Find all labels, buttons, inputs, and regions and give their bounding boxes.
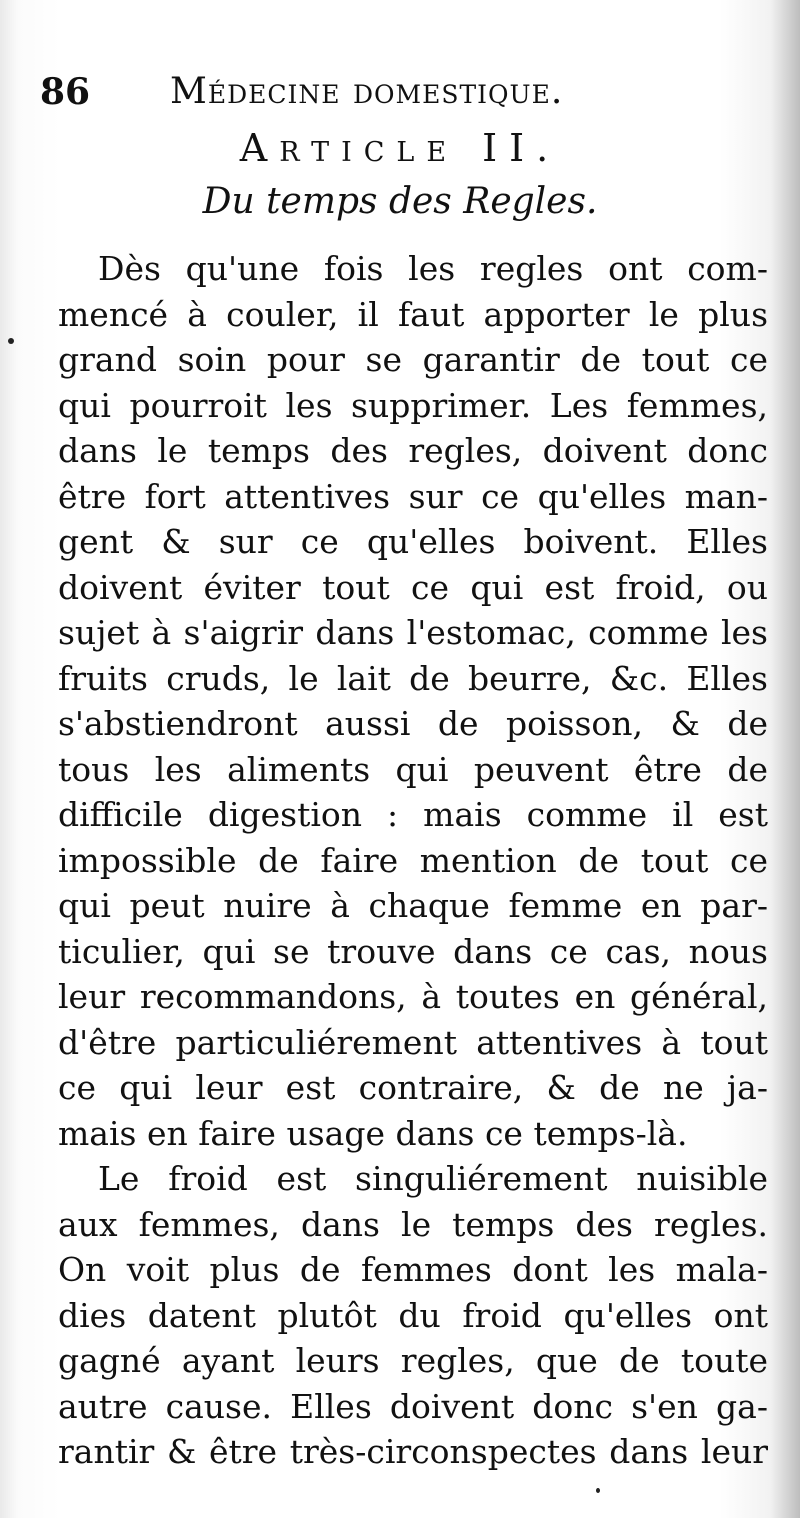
body-text [58, 246, 768, 1475]
article-heading: Article II. [239, 126, 561, 170]
text-line: Dès qu'une fois les regles ont com- [98, 249, 768, 288]
text-line: mencé à couler, il faut apporter le plus [58, 294, 768, 334]
ink-speck [596, 1488, 600, 1493]
text-line: qui pourroit les supprimer. Les femmes, [58, 385, 768, 425]
running-title: Médecine domestique. [170, 71, 564, 112]
text-line: Le froid est singuliérement nuisible [98, 1159, 768, 1198]
text-line: grand soin pour se garantir de tout ce [58, 340, 768, 379]
text-line: tous les aliments qui peuvent être de [58, 749, 768, 789]
text-line: mais en faire usage dans ce temps-là. [58, 1113, 688, 1153]
ink-speck [8, 338, 14, 344]
text-line: ticulier, qui se trouve dans ce cas, nous [58, 931, 768, 971]
text-line: rantir & être très-circonspectes dans leur [58, 1432, 768, 1471]
text-line: qui peut nuire à chaque femme en par- [58, 886, 768, 925]
text-line: On voit plus de femmes dont les mala- [58, 1250, 768, 1289]
text-line: gent & sur ce qu'elles boivent. Elles [58, 522, 768, 561]
text-line: leur recommandons, à toutes en général, [58, 977, 768, 1016]
text-line: dies datent plutôt du froid qu'elles ont [58, 1295, 768, 1335]
text-line: ce qui leur est contraire, & de ne ja- [58, 1068, 768, 1107]
text-line: dans le temps des regles, doivent donc [58, 431, 768, 470]
text-line: doivent éviter tout ce qui est froid, ou [58, 567, 768, 607]
text-line: être fort attentives sur ce qu'elles man- [58, 476, 768, 516]
text-line: s'abstiendront aussi de poisson, & de [58, 704, 768, 743]
text-line: impossible de faire mention de tout ce [58, 840, 768, 880]
text-line: d'être particuliérement attentives à tout [58, 1022, 768, 1062]
text-line: difficile digestion : mais comme il est [58, 795, 768, 834]
text-line: sujet à s'aigrir dans l'estomac, comme les [58, 613, 768, 652]
section-heading: Du temps des Regles. [202, 181, 598, 222]
text-line: aux femmes, dans le temps des regles. [58, 1204, 768, 1244]
page-number: 86 [40, 71, 91, 113]
text-line: autre cause. Elles doivent donc s'en ga- [58, 1386, 768, 1426]
text-line: gagné ayant leurs regles, que de toute [58, 1341, 768, 1380]
text-line: fruits cruds, le lait de beurre, &c. Elles [58, 658, 768, 698]
running-head [40, 62, 760, 122]
